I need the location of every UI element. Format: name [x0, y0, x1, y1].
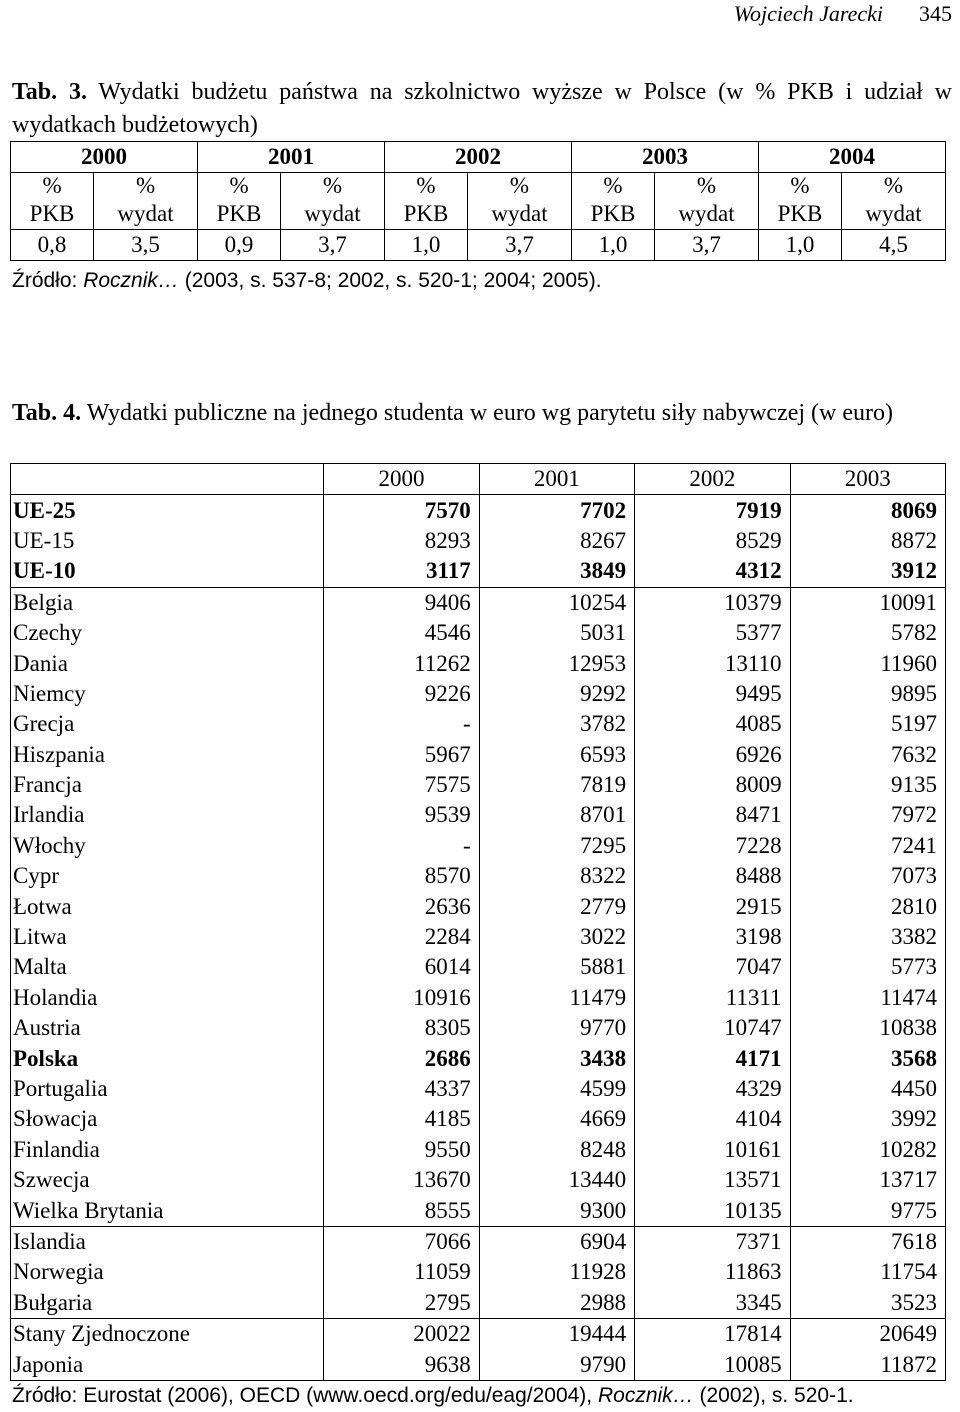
country-name-cell: UE-25	[11, 495, 324, 526]
expenditure-value-cell: 7047	[635, 952, 790, 982]
table-4-row	[11, 1104, 946, 1134]
value-cell: 1,0	[384, 230, 467, 261]
expenditure-value-cell: -	[324, 709, 479, 739]
percent-cell: %	[571, 173, 654, 200]
year-cell: 2003	[571, 142, 758, 173]
country-name-cell: Belgia	[11, 587, 324, 618]
expenditure-value-cell: 7066	[324, 1226, 479, 1257]
expenditure-value-cell: 11928	[479, 1257, 634, 1287]
table-3-title: Wydatki budżetu państwa na szkolnictwo wyższe w Polsce (w % PKB i udział w wydatkach budżetowych)	[12, 79, 952, 138]
value-cell: 3,7	[655, 230, 759, 261]
table-4-row	[11, 1318, 946, 1349]
expenditure-value-cell: 8555	[324, 1195, 479, 1226]
country-name-cell: Polska	[11, 1043, 324, 1073]
source-italic-title: Rocznik…	[83, 269, 179, 292]
unit-cell: PKB	[571, 199, 654, 230]
expenditure-value-cell: 2915	[635, 891, 790, 921]
year-header-cell: 2003	[790, 464, 945, 495]
expenditure-value-cell: 9770	[479, 1013, 634, 1043]
table-3-caption	[12, 76, 952, 142]
expenditure-value-cell: 5881	[479, 952, 634, 982]
expenditure-value-cell: 9495	[635, 679, 790, 709]
expenditure-value-cell: 8305	[324, 1013, 479, 1043]
expenditure-value-cell: 3849	[479, 556, 634, 587]
country-name-cell: UE-10	[11, 556, 324, 587]
expenditure-value-cell: 7819	[479, 770, 634, 800]
expenditure-value-cell: 9135	[790, 770, 945, 800]
expenditure-value-cell: 13440	[479, 1165, 634, 1195]
source-rest: (2002), s. 520-1.	[693, 1384, 854, 1407]
expenditure-value-cell: 2284	[324, 922, 479, 952]
year-header-cell: 2001	[479, 464, 634, 495]
expenditure-value-cell: 4312	[635, 556, 790, 587]
country-name-cell: Litwa	[11, 922, 324, 952]
expenditure-value-cell: 3345	[635, 1288, 790, 1319]
expenditure-value-cell: 9790	[479, 1349, 634, 1380]
table-4-row	[11, 1165, 946, 1195]
expenditure-value-cell: 13717	[790, 1165, 945, 1195]
unit-cell: PKB	[11, 199, 94, 230]
expenditure-value-cell: 2686	[324, 1043, 479, 1073]
expenditure-value-cell: 10916	[324, 983, 479, 1013]
country-name-cell: Holandia	[11, 983, 324, 1013]
expenditure-value-cell: 8267	[479, 526, 634, 556]
table-4-label: Tab. 4.	[12, 400, 82, 426]
table-4-row	[11, 952, 946, 982]
country-name-cell: Stany Zjednoczone	[11, 1318, 324, 1349]
expenditure-value-cell: 12953	[479, 648, 634, 678]
table-3-value-row	[11, 230, 946, 261]
expenditure-value-cell: 10085	[635, 1349, 790, 1380]
table-4	[10, 463, 946, 1381]
table-4-row	[11, 1074, 946, 1104]
year-cell: 2002	[384, 142, 571, 173]
expenditure-value-cell: 3438	[479, 1043, 634, 1073]
source-prefix: Źródło: Eurostat (2006), OECD (www.oecd.org/edu/eag/2004),	[12, 1384, 598, 1407]
table-4-row	[11, 556, 946, 587]
expenditure-value-cell: 9775	[790, 1195, 945, 1226]
expenditure-value-cell: 9300	[479, 1195, 634, 1226]
expenditure-value-cell: 7295	[479, 831, 634, 861]
expenditure-value-cell: 8570	[324, 861, 479, 891]
expenditure-value-cell: 4337	[324, 1074, 479, 1104]
table-3-source	[12, 268, 602, 294]
value-cell: 3,7	[468, 230, 572, 261]
unit-cell: wydat	[655, 199, 759, 230]
expenditure-value-cell: 7632	[790, 740, 945, 770]
expenditure-value-cell: 7241	[790, 831, 945, 861]
percent-cell: %	[11, 173, 94, 200]
expenditure-value-cell: 20649	[790, 1318, 945, 1349]
expenditure-value-cell: 3382	[790, 922, 945, 952]
percent-cell: %	[94, 173, 198, 200]
country-name-cell: Czechy	[11, 618, 324, 648]
table-4-row	[11, 1226, 946, 1257]
expenditure-value-cell: 11059	[324, 1257, 479, 1287]
table-4-row	[11, 648, 946, 678]
expenditure-value-cell: 4185	[324, 1104, 479, 1134]
unit-cell: wydat	[468, 199, 572, 230]
expenditure-value-cell: 8322	[479, 861, 634, 891]
percent-cell: %	[468, 173, 572, 200]
expenditure-value-cell: 4329	[635, 1074, 790, 1104]
country-name-cell: Austria	[11, 1013, 324, 1043]
expenditure-value-cell: 10135	[635, 1195, 790, 1226]
percent-cell: %	[758, 173, 841, 200]
table-4-row	[11, 800, 946, 830]
table-4-row	[11, 1013, 946, 1043]
table-4-row	[11, 1349, 946, 1380]
expenditure-value-cell: 5377	[635, 618, 790, 648]
country-name-cell: Dania	[11, 648, 324, 678]
expenditure-value-cell: 4546	[324, 618, 479, 648]
table-4-header-row	[11, 464, 946, 495]
expenditure-value-cell: 8293	[324, 526, 479, 556]
expenditure-value-cell: 4104	[635, 1104, 790, 1134]
expenditure-value-cell: 10091	[790, 587, 945, 618]
year-cell: 2004	[758, 142, 945, 173]
author-name: Wojciech Jarecki	[733, 1, 883, 26]
country-name-cell: Łotwa	[11, 891, 324, 921]
unit-cell: PKB	[197, 199, 280, 230]
expenditure-value-cell: 5031	[479, 618, 634, 648]
country-name-cell: Włochy	[11, 831, 324, 861]
running-head	[0, 0, 952, 28]
unit-cell: wydat	[94, 199, 198, 230]
table-4-row	[11, 740, 946, 770]
unit-cell: PKB	[758, 199, 841, 230]
expenditure-value-cell: 2795	[324, 1288, 479, 1319]
expenditure-value-cell: 10838	[790, 1013, 945, 1043]
expenditure-value-cell: 4171	[635, 1043, 790, 1073]
expenditure-value-cell: 13110	[635, 648, 790, 678]
expenditure-value-cell: 8009	[635, 770, 790, 800]
expenditure-value-cell: 20022	[324, 1318, 479, 1349]
expenditure-value-cell: 11262	[324, 648, 479, 678]
year-cell: 2000	[11, 142, 198, 173]
country-name-cell: Malta	[11, 952, 324, 982]
table-3-percent-row	[11, 173, 946, 200]
expenditure-value-cell: 10379	[635, 587, 790, 618]
expenditure-value-cell: 5967	[324, 740, 479, 770]
expenditure-value-cell: 9895	[790, 679, 945, 709]
percent-cell: %	[197, 173, 280, 200]
expenditure-value-cell: 10254	[479, 587, 634, 618]
source-rest: (2003, s. 537-8; 2002, s. 520-1; 2004; 2005).	[178, 269, 602, 292]
expenditure-value-cell: 6904	[479, 1226, 634, 1257]
year-cell: 2001	[197, 142, 384, 173]
country-name-cell: Bułgaria	[11, 1288, 324, 1319]
table-4-row	[11, 1257, 946, 1287]
expenditure-value-cell: 7702	[479, 495, 634, 526]
table-3-unit-row	[11, 199, 946, 230]
expenditure-value-cell: 6014	[324, 952, 479, 982]
expenditure-value-cell: 9406	[324, 587, 479, 618]
expenditure-value-cell: 7618	[790, 1226, 945, 1257]
table-4-row	[11, 770, 946, 800]
expenditure-value-cell: 17814	[635, 1318, 790, 1349]
expenditure-value-cell: 3022	[479, 922, 634, 952]
value-cell: 1,0	[571, 230, 654, 261]
country-name-cell: Wielka Brytania	[11, 1195, 324, 1226]
expenditure-value-cell: 8248	[479, 1135, 634, 1165]
expenditure-value-cell: 13571	[635, 1165, 790, 1195]
percent-cell: %	[655, 173, 759, 200]
country-name-cell: Portugalia	[11, 1074, 324, 1104]
table-4-row	[11, 861, 946, 891]
expenditure-value-cell: 2779	[479, 891, 634, 921]
expenditure-value-cell: 7228	[635, 831, 790, 861]
expenditure-value-cell: 7575	[324, 770, 479, 800]
unit-cell: wydat	[281, 199, 385, 230]
table-3-year-row	[11, 142, 946, 173]
country-name-cell: Grecja	[11, 709, 324, 739]
expenditure-value-cell: 3568	[790, 1043, 945, 1073]
expenditure-value-cell: 2988	[479, 1288, 634, 1319]
expenditure-value-cell: 6593	[479, 740, 634, 770]
table-4-source	[12, 1383, 854, 1409]
table-4-row	[11, 709, 946, 739]
header-empty-cell	[11, 464, 324, 495]
expenditure-value-cell: 3992	[790, 1104, 945, 1134]
table-4-row	[11, 587, 946, 618]
table-4-row	[11, 983, 946, 1013]
year-header-cell: 2002	[635, 464, 790, 495]
expenditure-value-cell: 9638	[324, 1349, 479, 1380]
source-prefix: Źródło:	[12, 269, 84, 292]
expenditure-value-cell: 7073	[790, 861, 945, 891]
expenditure-value-cell: 11754	[790, 1257, 945, 1287]
expenditure-value-cell: 8471	[635, 800, 790, 830]
expenditure-value-cell: 4669	[479, 1104, 634, 1134]
source-italic-title: Rocznik…	[597, 1384, 694, 1407]
expenditure-value-cell: -	[324, 831, 479, 861]
table-4-row	[11, 1195, 946, 1226]
value-cell: 0,9	[197, 230, 280, 261]
country-name-cell: UE-15	[11, 526, 324, 556]
table-4-title: Wydatki publiczne na jednego studenta w euro wg parytetu siły nabywczej (w euro)	[86, 400, 894, 426]
expenditure-value-cell: 8872	[790, 526, 945, 556]
country-name-cell: Hiszpania	[11, 740, 324, 770]
country-name-cell: Francja	[11, 770, 324, 800]
expenditure-value-cell: 8529	[635, 526, 790, 556]
expenditure-value-cell: 13670	[324, 1165, 479, 1195]
country-name-cell: Japonia	[11, 1349, 324, 1380]
expenditure-value-cell: 2810	[790, 891, 945, 921]
percent-cell: %	[384, 173, 467, 200]
unit-cell: wydat	[842, 199, 946, 230]
table-4-row	[11, 1135, 946, 1165]
expenditure-value-cell: 4599	[479, 1074, 634, 1104]
expenditure-value-cell: 8069	[790, 495, 945, 526]
value-cell: 3,5	[94, 230, 198, 261]
country-name-cell: Norwegia	[11, 1257, 324, 1287]
expenditure-value-cell: 11863	[635, 1257, 790, 1287]
expenditure-value-cell: 7570	[324, 495, 479, 526]
table-4-row	[11, 526, 946, 556]
expenditure-value-cell: 10282	[790, 1135, 945, 1165]
table-4-row	[11, 831, 946, 861]
expenditure-value-cell: 3198	[635, 922, 790, 952]
value-cell: 3,7	[281, 230, 385, 261]
value-cell: 1,0	[758, 230, 841, 261]
table-3	[10, 141, 946, 261]
year-header-cell: 2000	[324, 464, 479, 495]
expenditure-value-cell: 2636	[324, 891, 479, 921]
country-name-cell: Finlandia	[11, 1135, 324, 1165]
table-4-row	[11, 922, 946, 952]
expenditure-value-cell: 11872	[790, 1349, 945, 1380]
expenditure-value-cell: 11479	[479, 983, 634, 1013]
expenditure-value-cell: 8488	[635, 861, 790, 891]
percent-cell: %	[842, 173, 946, 200]
expenditure-value-cell: 9539	[324, 800, 479, 830]
country-name-cell: Irlandia	[11, 800, 324, 830]
expenditure-value-cell: 10747	[635, 1013, 790, 1043]
table-3-label: Tab. 3.	[12, 79, 87, 105]
page-number: 345	[919, 1, 952, 26]
expenditure-value-cell: 5197	[790, 709, 945, 739]
table-4-row	[11, 679, 946, 709]
expenditure-value-cell: 3912	[790, 556, 945, 587]
country-name-cell: Niemcy	[11, 679, 324, 709]
expenditure-value-cell: 11960	[790, 648, 945, 678]
expenditure-value-cell: 9292	[479, 679, 634, 709]
expenditure-value-cell: 8701	[479, 800, 634, 830]
expenditure-value-cell: 11311	[635, 983, 790, 1013]
expenditure-value-cell: 10161	[635, 1135, 790, 1165]
expenditure-value-cell: 5782	[790, 618, 945, 648]
expenditure-value-cell: 3782	[479, 709, 634, 739]
table-4-row	[11, 891, 946, 921]
expenditure-value-cell: 4450	[790, 1074, 945, 1104]
expenditure-value-cell: 5773	[790, 952, 945, 982]
expenditure-value-cell: 7919	[635, 495, 790, 526]
country-name-cell: Szwecja	[11, 1165, 324, 1195]
expenditure-value-cell: 7371	[635, 1226, 790, 1257]
table-4-row	[11, 1288, 946, 1319]
value-cell: 0,8	[11, 230, 94, 261]
table-4-row	[11, 495, 946, 526]
value-cell: 4,5	[842, 230, 946, 261]
expenditure-value-cell: 11474	[790, 983, 945, 1013]
expenditure-value-cell: 19444	[479, 1318, 634, 1349]
table-4-row	[11, 618, 946, 648]
expenditure-value-cell: 4085	[635, 709, 790, 739]
country-name-cell: Cypr	[11, 861, 324, 891]
table-4-row	[11, 1043, 946, 1073]
country-name-cell: Słowacja	[11, 1104, 324, 1134]
country-name-cell: Islandia	[11, 1226, 324, 1257]
expenditure-value-cell: 3523	[790, 1288, 945, 1319]
expenditure-value-cell: 9550	[324, 1135, 479, 1165]
table-4-caption	[12, 397, 952, 430]
expenditure-value-cell: 7972	[790, 800, 945, 830]
expenditure-value-cell: 3117	[324, 556, 479, 587]
expenditure-value-cell: 9226	[324, 679, 479, 709]
expenditure-value-cell: 6926	[635, 740, 790, 770]
unit-cell: PKB	[384, 199, 467, 230]
percent-cell: %	[281, 173, 385, 200]
